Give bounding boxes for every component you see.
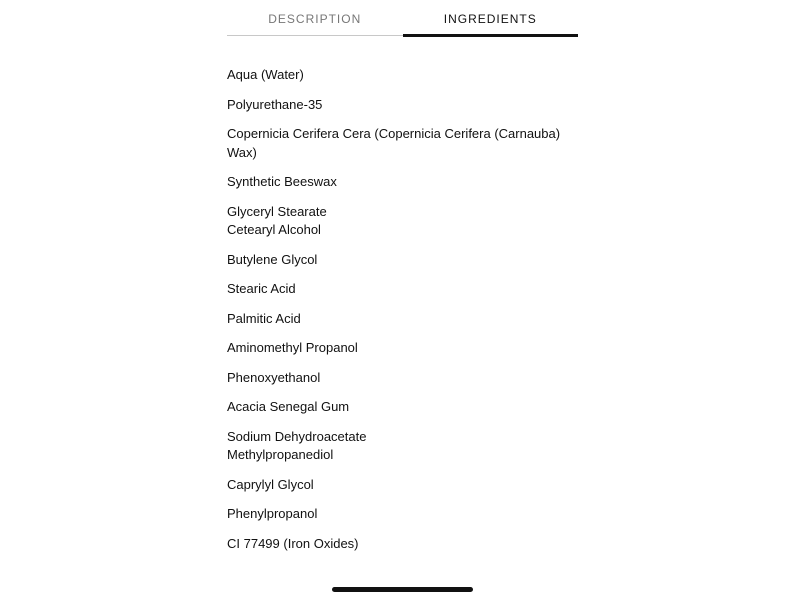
ingredient-item: Aminomethyl Propanol bbox=[227, 340, 358, 355]
tab-ingredients[interactable] bbox=[403, 0, 579, 36]
tab-description-label: DESCRIPTION bbox=[268, 12, 362, 26]
ingredient-item: Glyceryl Stearate Cetearyl Alcohol bbox=[227, 203, 327, 237]
ingredient-item: CI 77499 (Iron Oxides) bbox=[227, 535, 359, 551]
ingredient-item: Synthetic Beeswax bbox=[227, 174, 337, 189]
product-tabs bbox=[227, 0, 578, 36]
ingredient-item: Stearic Acid bbox=[227, 281, 296, 296]
tab-description[interactable] bbox=[227, 0, 403, 36]
ingredient-item: Palmitic Acid bbox=[227, 310, 301, 326]
ingredient-item: Phenoxyethanol bbox=[227, 369, 321, 385]
tab-ingredients-label: INGREDIENTS bbox=[443, 12, 537, 26]
ingredient-item: Acacia Senegal Gum bbox=[227, 399, 350, 414]
ingredient-item: Sodium Dehydroacetate Methylpropanediol bbox=[227, 428, 367, 462]
ingredient-item: Phenylpropanol bbox=[227, 506, 318, 521]
ingredients-list bbox=[227, 66, 587, 564]
ingredient-item: Butylene Glycol bbox=[227, 251, 318, 267]
ingredient-item: Polyurethane-35 bbox=[227, 96, 323, 112]
home-indicator[interactable] bbox=[332, 587, 473, 592]
ingredient-item: Aqua (Water) bbox=[227, 67, 304, 82]
ingredient-item: Copernicia Cerifera Cera (Copernicia Cerifera (Carnauba) Wax) bbox=[227, 126, 561, 160]
ingredient-item: Caprylyl Glycol bbox=[227, 476, 314, 492]
